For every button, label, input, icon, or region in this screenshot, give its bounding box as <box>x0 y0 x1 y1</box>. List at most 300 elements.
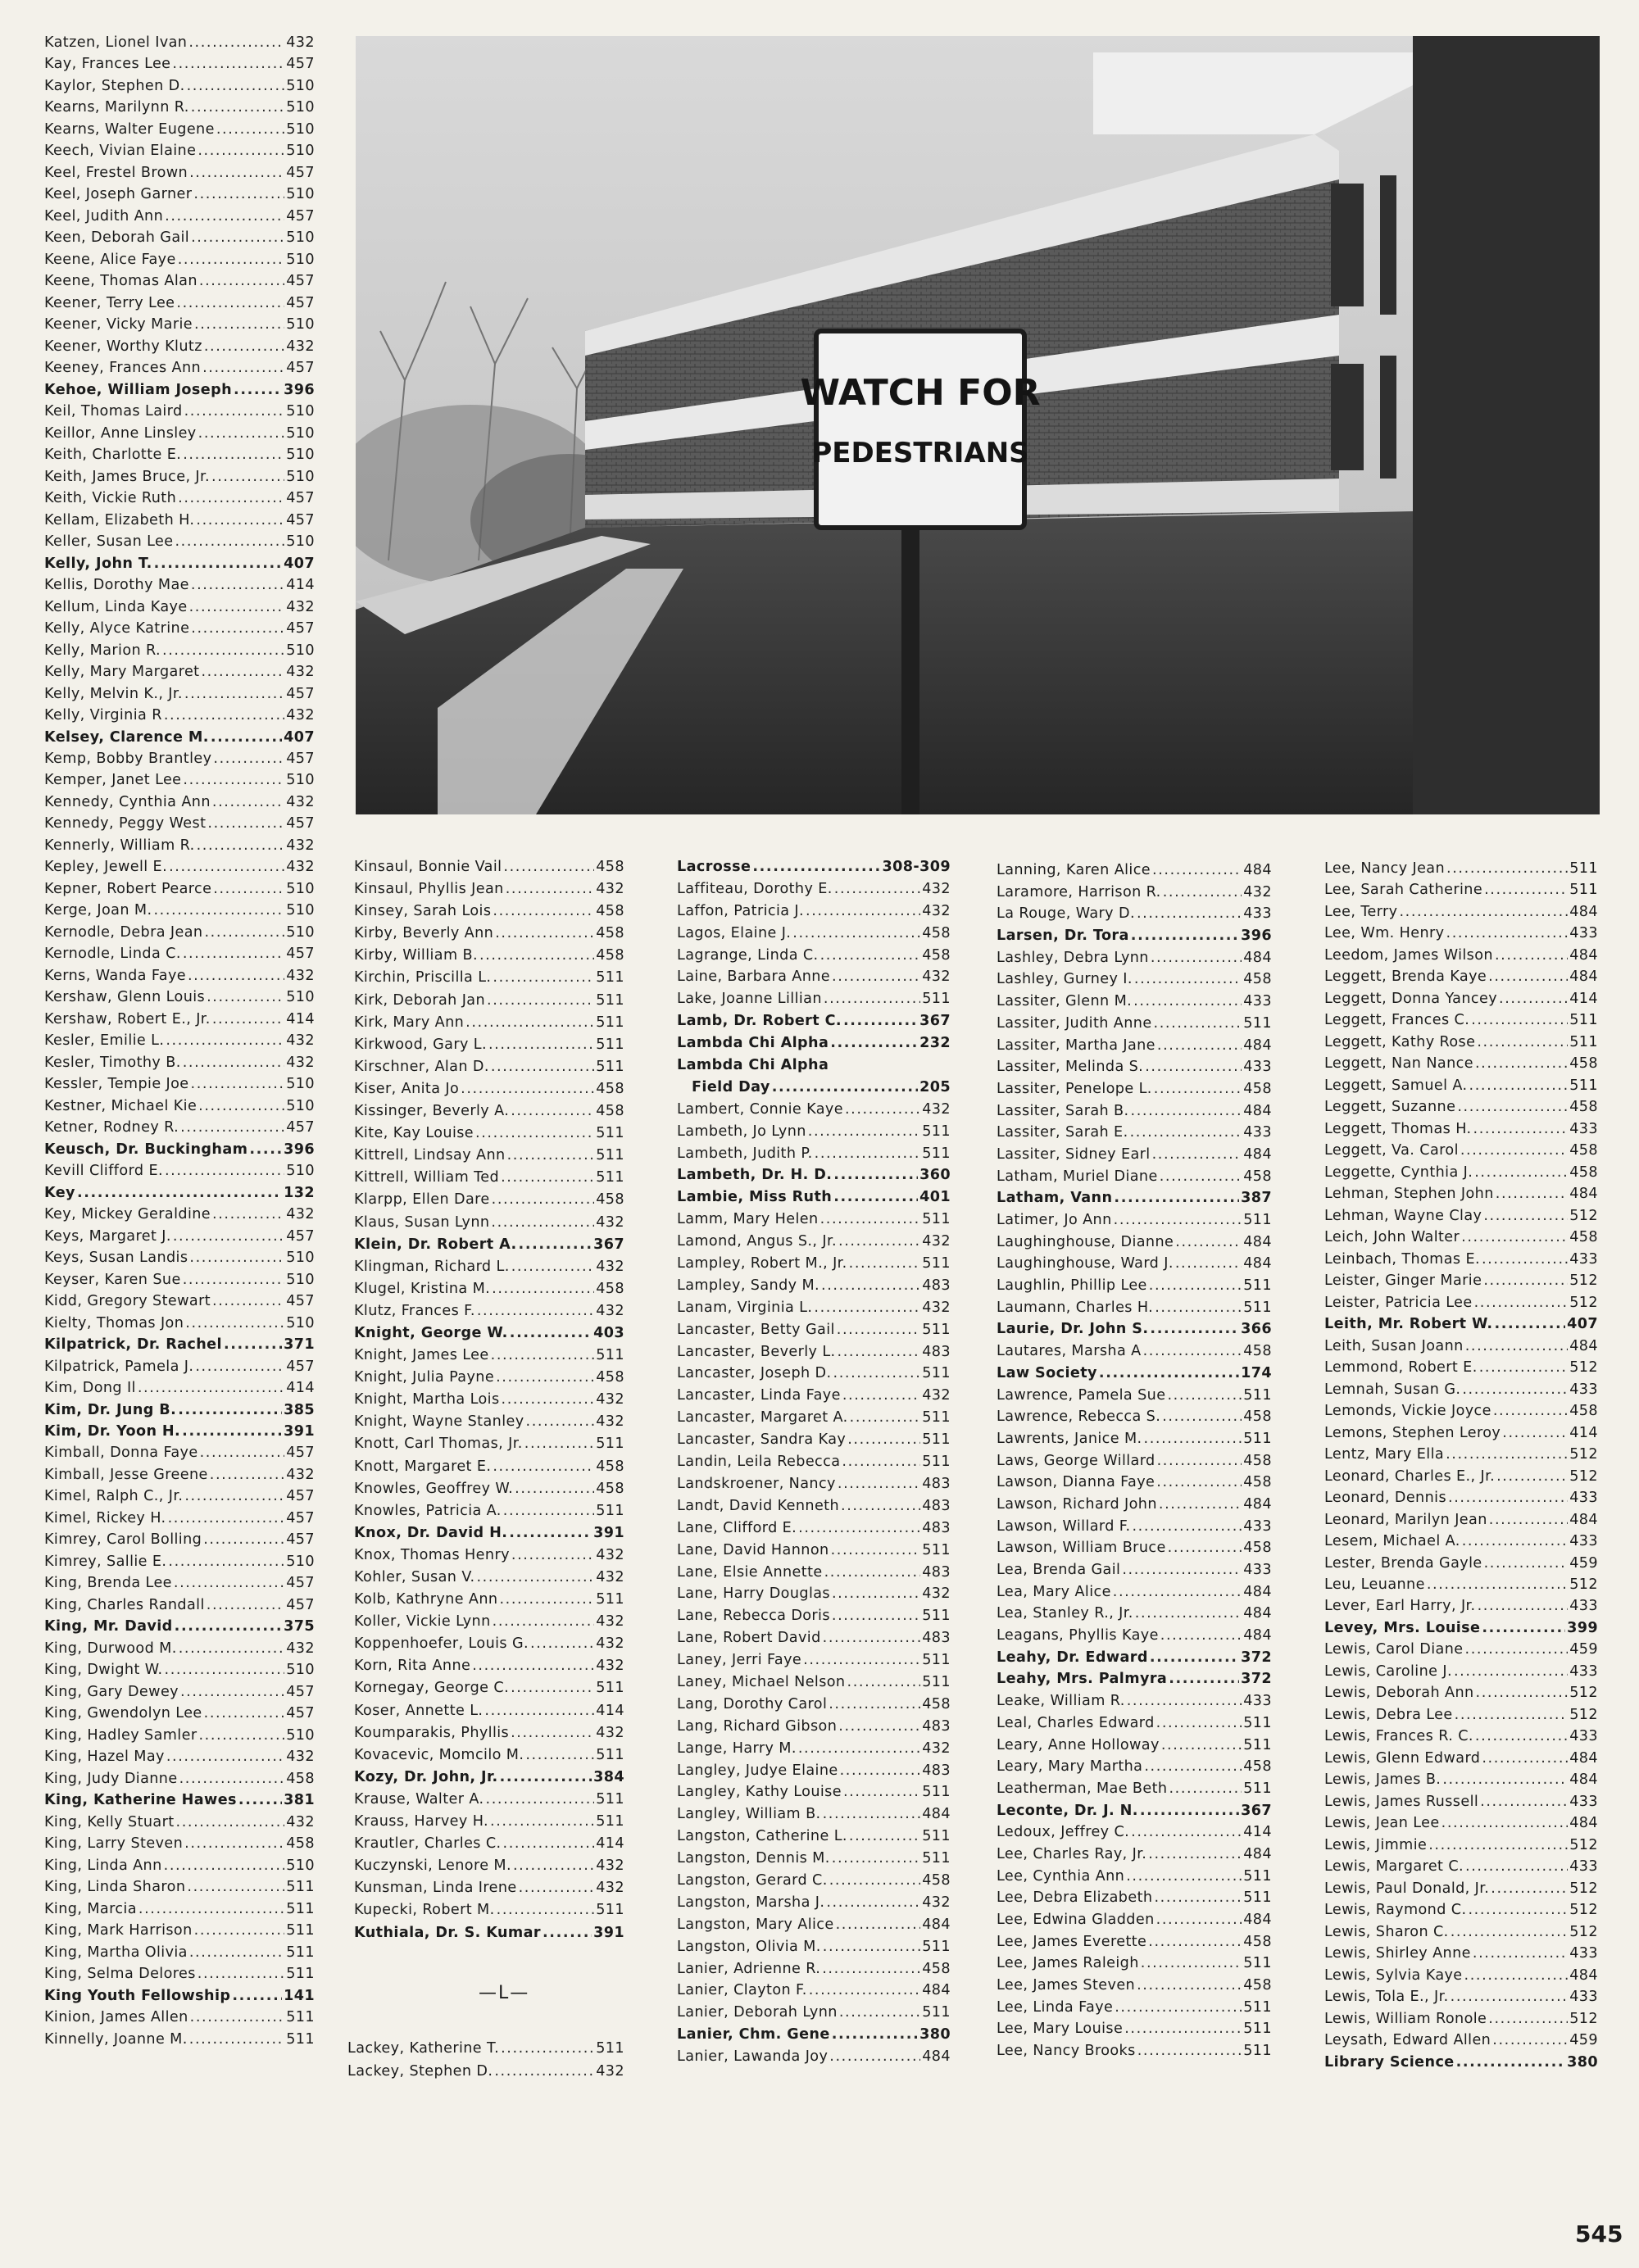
index-entry <box>1324 2053 1598 2071</box>
entry-name: Latimer, Jo Ann <box>997 1212 1112 1228</box>
entry-page: 484 <box>1243 1583 1272 1600</box>
leader-dots <box>820 949 921 964</box>
index-entry <box>44 1121 315 1136</box>
index-entry <box>44 231 315 246</box>
entry-name: Lanier, Adrienne R. <box>677 1960 821 1977</box>
entry-page: 484 <box>1243 1145 1272 1163</box>
leader-dots <box>138 1381 284 1396</box>
entry-page: 391 <box>284 1423 315 1440</box>
entry-page: 512 <box>1569 1467 1598 1485</box>
index-entry <box>677 2028 951 2043</box>
entry-page: 367 <box>919 1013 951 1030</box>
index-entry <box>354 1193 624 1208</box>
leader-dots <box>1151 951 1242 966</box>
index-entry <box>44 1620 315 1635</box>
entry-page: 510 <box>286 77 315 94</box>
leader-dots <box>198 427 285 442</box>
index-entry <box>1324 1361 1598 1376</box>
leader-dots <box>213 882 284 897</box>
leader-dots <box>194 1924 285 1939</box>
entry-name: Lambie, Miss Ruth <box>677 1189 833 1206</box>
index-entry <box>44 557 315 572</box>
entry-name: Langston, Gerard C. <box>677 1871 828 1889</box>
index-entry <box>44 622 315 637</box>
entry-name: Lewis, Debra Lee <box>1324 1706 1453 1723</box>
entry-name: Korn, Rita Anne <box>354 1658 471 1675</box>
entry-name: Klarpp, Ellen Dare <box>354 1191 490 1209</box>
index-entry <box>44 1900 315 1917</box>
leader-dots <box>1442 1773 1568 1788</box>
index-entry <box>997 1476 1272 1490</box>
leader-dots <box>175 535 284 550</box>
entry-name: Lentz, Mary Ella <box>1324 1446 1445 1463</box>
index-entry <box>677 1100 951 1118</box>
entry-name: Lassiter, Judith Anne <box>997 1014 1152 1032</box>
entry-page: 511 <box>1569 1033 1598 1050</box>
leader-dots <box>1143 1345 1242 1359</box>
leader-dots <box>184 405 285 420</box>
index-entry <box>997 1036 1272 1054</box>
index-entry <box>44 57 315 72</box>
index-entry <box>997 1213 1272 1228</box>
leader-dots <box>204 926 284 941</box>
index-entry <box>44 947 315 962</box>
entry-page: 511 <box>596 1125 624 1142</box>
entry-name: Lawson, Willard F. <box>997 1517 1131 1535</box>
leader-dots <box>165 210 284 225</box>
entry-name: Kellam, Elizabeth H. <box>44 511 195 528</box>
entry-name: Leggett, Suzanne <box>1324 1099 1456 1116</box>
index-entry <box>354 1213 624 1231</box>
index-entry <box>354 1571 624 1585</box>
entry-name: Lea, Mary Alice <box>997 1583 1111 1600</box>
entry-page: 414 <box>596 1835 624 1853</box>
entry-page: 414 <box>286 1010 315 1027</box>
index-entry <box>44 1859 315 1874</box>
entry-page: 484 <box>1243 1102 1272 1119</box>
entry-page: 458 <box>1569 1142 1598 1159</box>
entry-name: Lane, Harry Douglas <box>677 1585 830 1603</box>
leader-dots <box>814 1301 920 1316</box>
entry-name: Latham, Muriel Diane <box>997 1168 1158 1185</box>
entry-name: Lanier, Deborah Lynn <box>677 2004 838 2021</box>
entry-name: Lewis, Tola E., Jr. <box>1324 1989 1449 2006</box>
leader-dots <box>1160 1629 1242 1644</box>
entry-name: Laffon, Patricia J. <box>677 902 805 919</box>
leader-dots <box>1156 1717 1242 1731</box>
entry-name: Leich, John Walter <box>1324 1229 1460 1246</box>
entry-name: Kelly, Alyce Katrine <box>44 620 190 637</box>
entry-name: Kelly, John T. <box>44 555 152 572</box>
entry-name: Leister, Patricia Lee <box>1324 1294 1473 1311</box>
index-entry <box>44 340 315 355</box>
index-entry <box>44 144 315 159</box>
entry-page: 511 <box>596 1746 624 1763</box>
index-entry <box>354 1615 624 1630</box>
leader-dots <box>1133 995 1242 1009</box>
entry-page: 432 <box>596 1658 624 1675</box>
index-entry <box>677 1014 951 1029</box>
entry-page: 458 <box>596 1080 624 1097</box>
entry-page: 407 <box>284 555 315 572</box>
leader-dots <box>1115 2001 1242 2016</box>
index-entry <box>1324 1424 1598 1441</box>
entry-page: 511 <box>596 1813 624 1830</box>
entry-name: Kesler, Emilie L. <box>44 1032 165 1050</box>
leader-dots <box>1145 1060 1242 1075</box>
leader-dots <box>475 1127 594 1141</box>
index-entry <box>997 1495 1272 1513</box>
entry-name: Kennerly, William R. <box>44 837 195 854</box>
index-entry <box>354 860 624 875</box>
index-entry <box>997 1672 1272 1687</box>
index-entry <box>1324 1033 1598 1050</box>
entry-page: 511 <box>596 1902 624 1919</box>
entry-name: Lashley, Gurney I. <box>997 971 1133 988</box>
leader-dots <box>472 1659 594 1674</box>
entry-name: Kinsaul, Phyllis Jean <box>354 881 504 898</box>
index-entry <box>44 817 315 832</box>
entry-name: Kuthiala, Dr. S. Kumar <box>354 1924 541 1941</box>
entry-name: Lassiter, Sidney Earl <box>997 1145 1151 1163</box>
entry-page: 510 <box>286 1314 315 1331</box>
entry-page: 433 <box>1569 1533 1598 1550</box>
entry-page: 510 <box>286 99 315 116</box>
leader-dots <box>189 1251 284 1266</box>
entry-name: Lawrence, Rebecca S. <box>997 1408 1161 1426</box>
index-entry <box>997 1345 1272 1359</box>
leader-dots <box>234 383 282 398</box>
leader-dots <box>195 1360 284 1375</box>
entry-name: Knott, Margaret E. <box>354 1458 492 1475</box>
entry-name: Lancaster, Linda Faye <box>677 1387 841 1404</box>
leader-dots <box>849 1830 920 1844</box>
leader-dots <box>198 1100 284 1114</box>
entry-page: 457 <box>286 1293 315 1310</box>
entry-page: 433 <box>1243 1059 1272 1076</box>
index-entry <box>1324 1209 1598 1224</box>
entry-page: 510 <box>286 447 315 464</box>
entry-page: 396 <box>284 381 315 398</box>
leader-dots <box>839 2006 920 2021</box>
leader-dots <box>1157 1039 1242 1054</box>
leader-dots <box>798 1742 920 1757</box>
entry-page: 403 <box>593 1324 624 1341</box>
index-entry <box>677 1059 951 1073</box>
entry-page: 484 <box>1243 1605 1272 1622</box>
entry-name: Lanier, Lawanda Joy <box>677 2048 829 2066</box>
leader-dots <box>1468 1903 1568 1918</box>
entry-name: Lewis, Raymond C. <box>1324 1902 1467 1919</box>
leader-dots <box>168 1512 285 1526</box>
index-entry <box>354 1304 624 1319</box>
leader-dots <box>519 1238 592 1253</box>
entry-page: 511 <box>596 1591 624 1608</box>
index-entry <box>44 904 315 919</box>
index-entry <box>1324 1250 1598 1268</box>
entry-page: 510 <box>286 1163 315 1180</box>
entry-page: 511 <box>1569 1012 1598 1029</box>
index-entry <box>44 1837 315 1852</box>
index-entry <box>44 361 315 376</box>
entry-page: 432 <box>596 1635 624 1653</box>
entry-page: 512 <box>1569 1207 1598 1224</box>
entry-name: Key, Mickey Geraldine <box>44 1206 211 1223</box>
leader-dots <box>191 231 284 246</box>
entry-name: Lewis, Sylvia Kaye <box>1324 1966 1463 1984</box>
index-entry <box>677 1499 951 1514</box>
index-entry <box>354 1238 624 1253</box>
entry-name: Key <box>44 1184 75 1201</box>
entry-name: Kielty, Thomas Jon <box>44 1314 184 1331</box>
leader-dots <box>212 796 284 810</box>
entry-name: Lane, Clifford E. <box>677 1519 797 1536</box>
entry-name: Kidd, Gregory Stewart <box>44 1293 211 1310</box>
entry-name: Leconte, Dr. J. N. <box>997 1802 1138 1819</box>
entry-page: 510 <box>286 424 315 442</box>
entry-name: Kevill Clifford E. <box>44 1163 163 1180</box>
index-entry <box>44 969 315 984</box>
leader-dots <box>175 1620 282 1635</box>
entry-page: 511 <box>1243 1299 1272 1316</box>
entry-page: 433 <box>1569 1858 1598 1876</box>
index-entry <box>354 1726 624 1741</box>
index-entry <box>44 470 315 485</box>
leader-dots <box>501 2042 594 2057</box>
index-entry <box>677 1717 951 1735</box>
index-entry <box>44 1227 315 1245</box>
index-entry <box>1324 1749 1598 1767</box>
entry-page: 432 <box>596 1302 624 1319</box>
index-entry <box>1324 1860 1598 1875</box>
entry-name: Knight, Martha Lois <box>354 1391 500 1408</box>
index-entry <box>354 1768 624 1785</box>
leader-dots <box>499 1593 594 1608</box>
leader-dots <box>1496 1187 1568 1202</box>
index-entry <box>997 1891 1272 1906</box>
index-entry <box>44 1360 315 1375</box>
entry-name: Lassiter, Martha Jane <box>997 1036 1155 1054</box>
entry-page: 457 <box>286 1488 315 1505</box>
index-entry <box>997 1014 1272 1032</box>
index-entry <box>677 882 951 897</box>
leader-dots <box>165 1164 284 1179</box>
entry-name: Langston, Marsha J. <box>677 1894 825 1911</box>
entry-page: 484 <box>1569 1749 1598 1767</box>
index-entry <box>44 882 315 897</box>
leader-dots <box>212 1013 284 1027</box>
index-entry <box>44 644 315 659</box>
leader-dots <box>1496 1470 1568 1485</box>
leader-dots <box>184 687 284 702</box>
index-entry <box>997 1782 1272 1797</box>
leader-dots <box>1499 992 1568 1007</box>
entry-page: 510 <box>286 316 315 333</box>
entry-page: 457 <box>286 1596 315 1613</box>
index-entry <box>44 535 315 550</box>
entry-name: Lewis, William Ronole <box>1324 2010 1487 2027</box>
index-entry <box>44 1208 315 1222</box>
leader-dots <box>837 1323 920 1338</box>
entry-name: Lamond, Angus S., Jr. <box>677 1233 837 1250</box>
leader-dots <box>1484 883 1568 898</box>
entry-name: Kesler, Timothy B. <box>44 1054 181 1071</box>
entry-page: 432 <box>286 34 315 51</box>
entry-page: 511 <box>922 1431 951 1449</box>
entry-page: 511 <box>596 1790 624 1808</box>
entry-page: 511 <box>1243 1955 1272 1972</box>
leader-dots <box>169 860 284 875</box>
entry-name: Lanam, Virginia L. <box>677 1299 813 1316</box>
index-entry <box>997 1760 1272 1775</box>
pedestrian-sign <box>801 331 1041 528</box>
entry-page: 391 <box>593 1524 624 1541</box>
entry-page: 432 <box>596 1613 624 1631</box>
entry-page: 457 <box>286 294 315 311</box>
leader-dots <box>1148 1935 1242 1950</box>
leader-dots <box>1480 1795 1568 1810</box>
entry-page: 432 <box>596 1258 624 1275</box>
entry-name: Lamb, Dr. Robert C. <box>677 1013 842 1030</box>
leader-dots <box>1163 886 1242 900</box>
entry-name: Kemp, Bobby Brantley <box>44 750 212 767</box>
index-entry <box>1324 1966 1598 1984</box>
index-entry <box>44 511 315 528</box>
entry-page: 510 <box>286 1726 315 1744</box>
leader-dots <box>507 1149 595 1163</box>
entry-name: Lancaster, Beverly L. <box>677 1343 836 1360</box>
index-entry <box>44 793 315 810</box>
entry-page: 484 <box>1569 1511 1598 1528</box>
entry-name: Lee, Edwina Gladden <box>997 1912 1155 1928</box>
entry-name: Kearns, Walter Eugene <box>44 120 215 138</box>
entry-page: 432 <box>596 881 624 898</box>
leader-dots <box>184 1490 284 1504</box>
entry-name: Lee, Mary Louise <box>997 2021 1124 2038</box>
index-entry <box>354 1926 624 1941</box>
entry-page: 458 <box>1243 1758 1272 1776</box>
leader-dots <box>477 1304 594 1319</box>
index-entry <box>44 2030 315 2048</box>
entry-page: 432 <box>1243 883 1272 900</box>
entry-page: 484 <box>1569 1186 1598 1203</box>
index-entry <box>354 991 624 1009</box>
entry-name: Kim, Dong Il <box>44 1380 136 1397</box>
entry-name: Klugel, Kristina M. <box>354 1280 491 1297</box>
entry-page: 458 <box>596 947 624 964</box>
entry-name: Kepner, Robert Pearce <box>44 880 212 897</box>
leader-dots <box>210 1468 284 1483</box>
index-entry <box>44 1924 315 1939</box>
index-entry <box>354 1526 624 1541</box>
entry-page: 511 <box>922 1211 951 1228</box>
entry-name: Kirk, Mary Ann <box>354 1014 465 1031</box>
entry-name: Lassiter, Sarah E. <box>997 1124 1128 1141</box>
entry-name: Keillor, Anne Linsley <box>44 424 197 442</box>
leader-dots <box>501 1171 594 1186</box>
leader-dots <box>1161 1739 1242 1753</box>
entry-name: Leu, Leuanne <box>1324 1576 1425 1593</box>
entry-page: 458 <box>922 946 951 964</box>
entry-page: 372 <box>1241 1671 1272 1688</box>
entry-page: 484 <box>1569 1771 1598 1789</box>
entry-name: Krauss, Harvey H. <box>354 1813 489 1830</box>
index-entry <box>44 860 315 875</box>
index-entry <box>1324 1448 1598 1463</box>
leader-dots <box>1446 1448 1568 1463</box>
entry-name: Lackey, Katherine T. <box>347 2040 500 2057</box>
index-entry <box>44 1034 315 1049</box>
entry-page: 511 <box>596 1347 624 1364</box>
index-entry <box>677 1455 951 1470</box>
entry-name: Keel, Judith Ann <box>44 207 164 225</box>
leader-dots <box>154 557 282 572</box>
index-entry <box>1324 992 1598 1007</box>
leader-dots <box>183 773 284 788</box>
entry-name: Larsen, Dr. Tora <box>997 928 1129 945</box>
index-entry <box>1324 1599 1598 1614</box>
entry-page: 433 <box>1243 993 1272 1010</box>
entry-name: Lehman, Wayne Clay <box>1324 1207 1482 1224</box>
entry-name: Kennedy, Cynthia Ann <box>44 793 211 810</box>
leader-dots <box>194 318 284 333</box>
leader-dots <box>1154 1891 1242 1906</box>
index-entry <box>44 839 315 854</box>
leader-dots <box>1492 2034 1568 2048</box>
entry-name: Laney, Jerri Faye <box>677 1652 802 1669</box>
entry-name: Lamm, Mary Helen <box>677 1211 819 1228</box>
leader-dots <box>503 1504 594 1519</box>
entry-name: Kupecki, Robert M. <box>354 1902 495 1919</box>
entry-name: King, Martha Olivia <box>44 1944 188 1961</box>
entry-name: Leysath, Edward Allen <box>1324 2032 1491 2049</box>
entry-page: 372 <box>1241 1649 1272 1666</box>
entry-page: 407 <box>1567 1316 1598 1333</box>
leader-dots <box>164 709 284 723</box>
entry-name: Kolb, Kathryne Ann <box>354 1591 498 1608</box>
leader-dots <box>178 1404 282 1418</box>
index-entry <box>354 1149 624 1163</box>
leader-dots <box>1484 1557 1569 1572</box>
leader-dots <box>509 1526 592 1541</box>
entry-page: 432 <box>596 2062 624 2080</box>
leader-dots <box>1428 1839 1568 1853</box>
entry-name: Lewis, Carol Diane <box>1324 1641 1464 1658</box>
index-entry <box>1324 1795 1598 1810</box>
entry-page: 457 <box>286 164 315 181</box>
index-entry <box>997 1714 1272 1731</box>
entry-name: Leedom, James Wilson <box>1324 946 1493 964</box>
index-entry <box>997 1845 1272 1862</box>
leader-dots <box>491 1060 594 1075</box>
leader-dots <box>1464 1969 1569 1984</box>
leader-dots <box>166 1034 284 1049</box>
entry-page: 414 <box>596 1702 624 1719</box>
entry-page: 511 <box>1243 1277 1272 1295</box>
index-entry <box>677 1785 951 1800</box>
leader-dots <box>847 1433 920 1448</box>
leader-dots <box>1126 1870 1242 1885</box>
entry-page: 432 <box>286 837 315 854</box>
entry-page: 132 <box>284 1184 315 1201</box>
entry-name: Kehoe, William Joseph <box>44 381 233 398</box>
entry-name: Laramore, Harrison R. <box>997 883 1161 900</box>
entry-name: Lewis, Caroline J. <box>1324 1662 1452 1680</box>
entry-name: Leary, Mary Martha <box>997 1758 1143 1776</box>
entry-page: 510 <box>286 1250 315 1267</box>
leader-dots <box>138 1903 284 1917</box>
leader-dots <box>840 1764 921 1779</box>
